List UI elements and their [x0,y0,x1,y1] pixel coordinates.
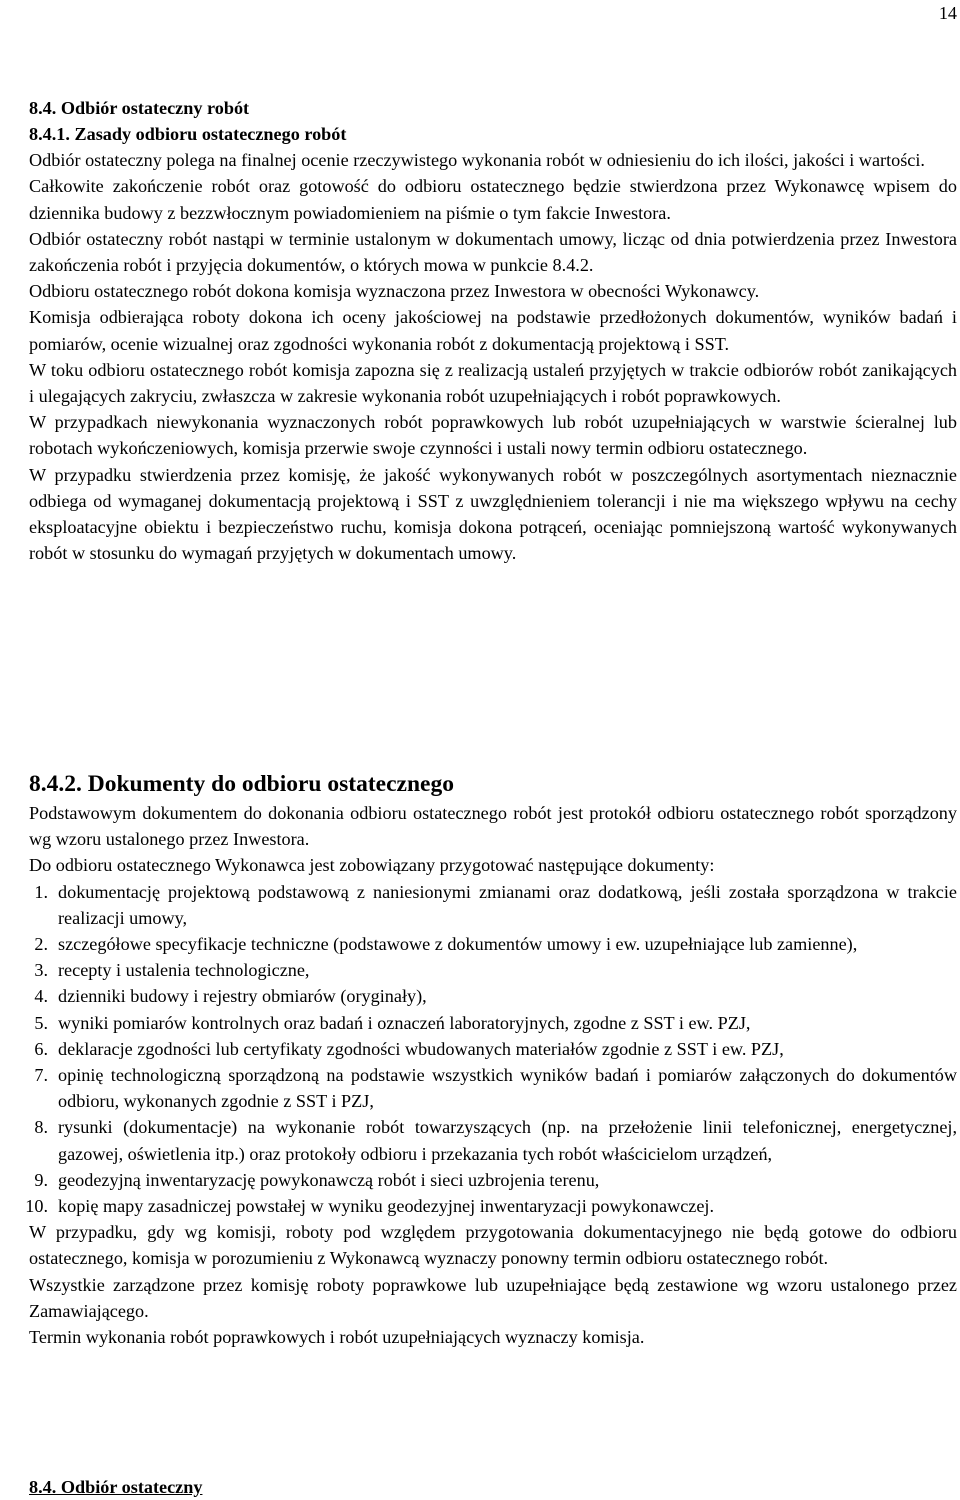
list-item-number: 7. [34,1065,48,1086]
list-item [29,879,957,931]
section-body-2 [25,770,957,1350]
list-item [29,1167,957,1193]
list-item-number: 1. [34,881,48,902]
list-item [29,957,957,983]
list-item-number: 10. [25,1196,48,1217]
list-item-text: geodezyjną inwentaryzację powykonawczą robót i sieci uzbrojenia terenu, [58,1169,600,1190]
paragraph: Termin wykonania robót poprawkowych i robót uzupełniających wyznaczy komisja. [29,1327,645,1348]
list-item-text: deklaracje zgodności lub certyfikaty zgodności wbudowanych materiałów zgodnie z SST i ew. PZJ, [58,1038,784,1059]
subsection-heading-2: 8.4.2. Dokumenty do odbioru ostatecznego [29,771,454,797]
list-item [29,1036,957,1062]
paragraph: W toku odbioru ostatecznego robót komisja zapozna się z realizacją ustaleń przyjętych w trakcie odbiorów robót zanikających i ulegających zakryciu, zwłaszcza w zakresie wykonania robót uzupełniających i robót poprawkowych. [29,359,957,407]
list-item-text: dokumentację projektową podstawową z naniesionymi zmianami oraz dodatkową, jeśli została sporządzona w trakcie realizacji umowy, [58,881,957,928]
paragraph: Do odbioru ostatecznego Wykonawca jest zobowiązany przygotować następujące dokumenty: [29,855,715,876]
paragraph: W przypadkach niewykonania wyznaczonych robót poprawkowych lub robót uzupełniających w warstwie ścieralnej lub robotach wykończeniowych, komisja przerwie swoje czynności i ustali nowy termin odbioru ostatecznego. [29,412,957,459]
section-heading: 8.4. Odbiór ostateczny robót [29,98,250,118]
list-item-text: wyniki pomiarów kontrolnych oraz badań i oznaczeń laboratoryjnych, zgodne z SST i ew. PZJ, [58,1012,751,1033]
list-item-text: szczegółowe specyfikacje techniczne (podstawowe z dokumentów umowy i ew. uzupełniające lub zamienne), [58,934,858,955]
paragraph: Wszystkie zarządzone przez komisję roboty poprawkowe lub uzupełniające będą zestawione wg wzoru ustalonego przez Zamawiającego. [29,1274,957,1321]
documents-list [25,879,957,1220]
list-item-number: 4. [34,986,48,1007]
list-item [25,1193,957,1219]
paragraph: W przypadku stwierdzenia przez komisję, że jakość wykonywanych robót w poszczególnych asortymentach nieznacznie odbiega od wymaganej dokumentacją projektową i SST z uwzględnieniem tolerancji i nie ma większego wpływu na cechy eksploatacyjne obiektu i bezpieczeństwo ruchu, komisja dokona potrąceń, oceniając pomniejszoną wartość wykonywanych robót w stosunku do wymagań przyjętych w dokumentach umowy. [29,464,957,564]
list-item-text: kopię mapy zasadniczej powstałej w wyniku geodezyjnej inwentaryzacji powykonawczej. [58,1196,715,1217]
subsection-heading-1: 8.4.1. Zasady odbioru ostatecznego robót [29,124,347,144]
list-item [29,1062,957,1114]
list-item-text: dzienniki budowy i rejestry obmiarów (oryginały), [58,986,427,1007]
paragraph: Odbiór ostateczny robót nastąpi w terminie ustalonym w dokumentach umowy, licząc od dnia potwierdzenia przez Inwestora zakończenia robót i przyjęcia dokumentów, o których mowa w punkcie 8.4.2. [29,228,957,276]
list-item [29,1114,957,1166]
paragraph: Odbiór ostateczny polega na finalnej ocenie rzeczywistego wykonania robót w odniesieniu do ich ilości, jakości i wartości. [29,150,925,171]
next-section-heading: 8.4. Odbiór ostateczny [29,1477,203,1497]
list-item-number: 2. [34,934,48,955]
list-item [29,1010,957,1036]
list-item-number: 3. [34,960,48,981]
list-item [29,983,957,1009]
list-item-number: 6. [34,1038,48,1059]
list-item-text: opinię technologiczną sporządzoną na podstawie wszystkich wyników badań i pomiarów załączonych do dokumentów odbioru, wykonanych zgodnie z SST i PZJ, [58,1065,957,1112]
paragraph: W przypadku, gdy wg komisji, roboty pod względem przygotowania dokumentacyjnego nie będą gotowe do odbioru ostatecznego, komisja w porozumieniu z Wykonawcą wyznaczy ponowny termin odbioru ostatecznego robót. [29,1222,957,1269]
list-item-text: rysunki (dokumentacje) na wykonanie robót towarzyszących (np. na przełożenie linii telefonicznej, energetycznej, gazowej, oświetlenia itp.) oraz protokoły odbioru i przekazania tych robót właścicielom urządzeń, [58,1117,957,1164]
list-item-text: recepty i ustalenia technologiczne, [58,960,310,981]
list-item-number: 5. [34,1012,48,1033]
list-item-number: 9. [34,1169,48,1190]
list-item-number: 8. [34,1117,48,1138]
paragraph: Całkowite zakończenie robót oraz gotowość do odbioru ostatecznego będzie stwierdzona przez Wykonawcę wpisem do dziennika budowy z bezzwłocznym powiadomieniem na piśmie o tym fakcie Inwestora. [29,176,957,223]
paragraph: Odbioru ostatecznego robót dokona komisja wyznaczona przez Inwestora w obecności Wykonawcy. [29,281,760,302]
list-item [29,931,957,957]
paragraph: Podstawowym dokumentem do dokonania odbioru ostatecznego robót jest protokół odbioru ostatecznego robót sporządzony wg wzoru ustalonego przez Inwestora. [29,803,957,850]
section-body-1 [29,121,957,566]
paragraph: Komisja odbierająca roboty dokona ich oceny jakościowej na podstawie przedłożonych dokumentów, wyników badań i pomiarów, ocenie wizualnej oraz zgodności wykonania robót z dokumentacją projektową i SST. [29,307,957,354]
page-number: 14 [938,3,957,23]
